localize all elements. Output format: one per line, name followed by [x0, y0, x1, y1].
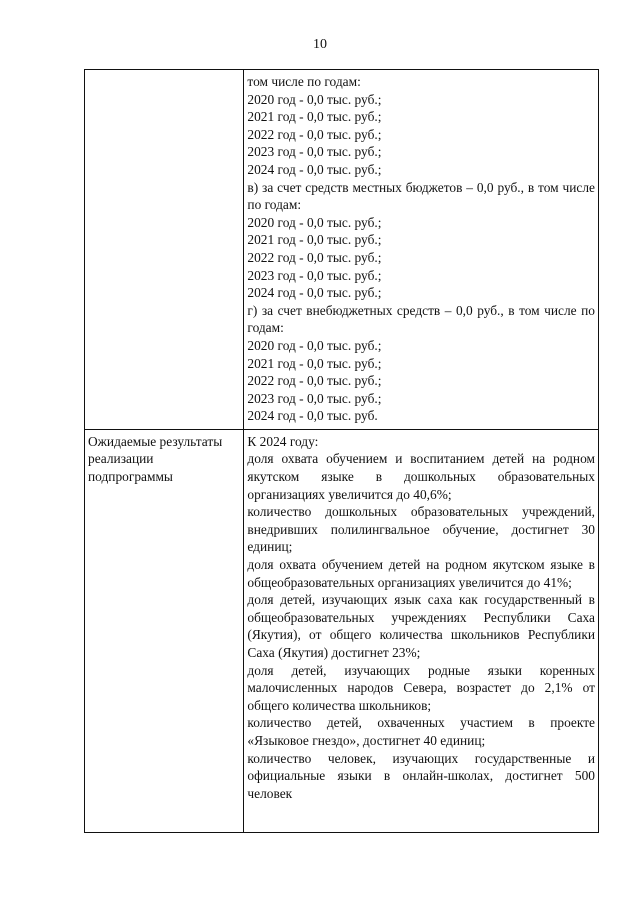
funding-source-local: в) за счет средств местных бюджетов – 0,0 руб., в том числе по годам: — [247, 179, 595, 213]
funding-line: 2023 год - 0,0 тыс. руб.; — [247, 144, 382, 160]
results-item: количество человек, изучающих государственные и официальные языки в онлайн-школах, достигнет 500 человек — [247, 750, 595, 801]
funding-line: 2022 год - 0,0 тыс. руб.; — [247, 249, 382, 265]
funding-line: 2021 год - 0,0 тыс. руб.; — [247, 355, 382, 371]
funding-content-cell — [244, 70, 599, 430]
funding-line: 2021 год - 0,0 тыс. руб.; — [247, 109, 382, 125]
results-item: доля детей, изучающих родные языки коренных малочисленных народов Севера, возрастет до 2,1% от общего количества школьников; — [247, 662, 595, 713]
funding-line: 2021 год - 0,0 тыс. руб.; — [247, 232, 382, 248]
funding-line: 2020 год - 0,0 тыс. руб.; — [247, 91, 382, 107]
program-passport-table — [84, 69, 599, 833]
funding-line: 2023 год - 0,0 тыс. руб.; — [247, 390, 382, 406]
funding-line: 2022 год - 0,0 тыс. руб.; — [247, 373, 382, 389]
results-item: количество детей, охваченных участием в проекте «Языковое гнездо», достигнет 40 единиц; — [247, 715, 595, 748]
funding-label-cell — [85, 70, 244, 430]
funding-line: 2022 год - 0,0 тыс. руб.; — [247, 126, 382, 142]
results-content-cell — [244, 429, 599, 832]
page-number: 10 — [313, 37, 327, 52]
funding-line: 2020 год - 0,0 тыс. руб.; — [247, 337, 382, 353]
results-item: доля детей, изучающих язык саха как государственный в общеобразовательных учреждениях Республики Саха (Якутия), от общего количества школьников Республики Саха (Якутия) достигнет 23%; — [247, 592, 595, 660]
funding-line: том числе по годам: — [247, 74, 361, 89]
funding-line: 2024 год - 0,0 тыс. руб.; — [247, 161, 382, 177]
results-item: количество дошкольных образовательных учреждений, внедривших полилингвальное обучение, достигнет 30 единиц; — [247, 504, 595, 555]
table-row-funding — [85, 70, 599, 430]
results-item: доля охвата обучением детей на родном якутском языке в общеобразовательных организациях увеличится до 41%; — [247, 557, 595, 590]
funding-line: 2023 год - 0,0 тыс. руб.; — [247, 267, 382, 283]
funding-line: 2020 год - 0,0 тыс. руб.; — [247, 214, 382, 230]
funding-source-extrabudgetary: г) за счет внебюджетных средств – 0,0 руб., в том числе по годам: — [247, 302, 595, 336]
funding-line: 2024 год - 0,0 тыс. руб. — [247, 408, 378, 424]
results-label-cell: Ожидаемые результаты реализации подпрограммы — [85, 429, 244, 832]
funding-line: 2024 год - 0,0 тыс. руб.; — [247, 285, 382, 301]
results-heading: К 2024 году: — [247, 433, 319, 449]
table-row-results — [85, 429, 599, 832]
results-item: доля охвата обучением и воспитанием детей на родном якутском языке в дошкольных образовательных организациях увеличится до 40,6%; — [247, 451, 595, 502]
